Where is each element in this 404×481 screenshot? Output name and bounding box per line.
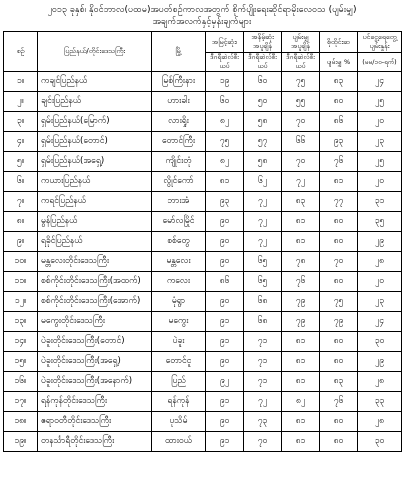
header-max-temp: အမြင့်ဆုံး၊ bbox=[206, 32, 244, 53]
cell-min-temp: ၇၂ bbox=[244, 212, 282, 232]
cell-evaporation: ၂၈ bbox=[358, 252, 402, 272]
cell-no: ၁၁။ bbox=[4, 272, 38, 292]
cell-town: ဟားခါး bbox=[152, 92, 206, 112]
header-region: ပြည်နယ်/တိုင်းဒေသကြီး bbox=[38, 32, 152, 72]
cell-region: ကရင်ပြည်နယ် bbox=[38, 192, 152, 212]
cell-avg-temp: ၈၁ bbox=[282, 412, 320, 432]
cell-no: ၈။ bbox=[4, 212, 38, 232]
cell-town: ဘားအံ bbox=[152, 192, 206, 212]
table-row bbox=[4, 412, 402, 432]
cell-humidity: ၈၀ bbox=[320, 212, 358, 232]
cell-humidity: ၈၀ bbox=[320, 412, 358, 432]
unit-evaporation: (မမ/၁၀-ရက်) bbox=[358, 53, 402, 72]
unit-max-temp: ဒီဂရီဆဲလ်စီးယပ် bbox=[206, 53, 244, 72]
cell-humidity: ၈၃ bbox=[320, 372, 358, 392]
table-row bbox=[4, 392, 402, 412]
table-row bbox=[4, 152, 402, 172]
cell-avg-temp: ၆၆ bbox=[282, 132, 320, 152]
cell-min-temp: ၅၈ bbox=[244, 112, 282, 132]
table-row bbox=[4, 172, 402, 192]
cell-evaporation: ၂၉ bbox=[358, 232, 402, 252]
cell-max-temp: ၈၂ bbox=[206, 112, 244, 132]
table-row bbox=[4, 212, 402, 232]
cell-max-temp: ၈၆ bbox=[206, 272, 244, 292]
cell-max-temp: ၆၀ bbox=[206, 92, 244, 112]
header-avg-temp: ပျမ်းမျှ အပူချိန် bbox=[282, 32, 320, 53]
cell-humidity: ၈၆ bbox=[320, 112, 358, 132]
cell-avg-temp: ၈၁ bbox=[282, 372, 320, 392]
header-town: မြို့ bbox=[152, 32, 206, 72]
cell-avg-temp: ၇၀ bbox=[282, 152, 320, 172]
cell-no: ၇။ bbox=[4, 192, 38, 212]
header-evaporation: ပင်ငွေ့ရေတွေ့ ပျမ်းနှုန်း bbox=[358, 32, 402, 53]
cell-max-temp: ၇၅ bbox=[206, 132, 244, 152]
cell-min-temp: ၆၈ bbox=[244, 292, 282, 312]
cell-avg-temp: ၇၉ bbox=[282, 312, 320, 332]
table-row bbox=[4, 72, 402, 92]
cell-avg-temp: ၈၂ bbox=[282, 392, 320, 412]
cell-no: ၁၄။ bbox=[4, 332, 38, 352]
cell-humidity: ၈၁ bbox=[320, 172, 358, 192]
cell-region: ပဲခူးတိုင်းဒေသကြီး(အရှေ့) bbox=[38, 352, 152, 372]
cell-region: ရခိုင်ပြည်နယ် bbox=[38, 232, 152, 252]
cell-humidity: ၈၀ bbox=[320, 232, 358, 252]
cell-avg-temp: ၇၅ bbox=[282, 72, 320, 92]
cell-humidity: ၇၅ bbox=[320, 292, 358, 312]
cell-avg-temp: ၈၁ bbox=[282, 232, 320, 252]
cell-max-temp: ၉၀ bbox=[206, 352, 244, 372]
table-row bbox=[4, 252, 402, 272]
cell-region: စစ်ကိုင်းတိုင်းဒေသကြီး(အောက်) bbox=[38, 292, 152, 312]
cell-town: မြစ်ကြီးနား bbox=[152, 72, 206, 92]
cell-humidity: ၈၀ bbox=[320, 332, 358, 352]
table-row bbox=[4, 352, 402, 372]
cell-humidity: ၇၆ bbox=[320, 392, 358, 412]
cell-evaporation: ၂၈ bbox=[358, 412, 402, 432]
cell-no: ၃။ bbox=[4, 112, 38, 132]
unit-humidity: ပျမ်းမျှ % bbox=[320, 53, 358, 72]
cell-evaporation: ၃၀ bbox=[358, 432, 402, 452]
cell-max-temp: ၉၃ bbox=[206, 192, 244, 212]
cell-avg-temp: ၈၁ bbox=[282, 432, 320, 452]
cell-evaporation: ၂၃ bbox=[358, 132, 402, 152]
table-row bbox=[4, 92, 402, 112]
cell-min-temp: ၆၀ bbox=[244, 72, 282, 92]
cell-no: ၂။ bbox=[4, 92, 38, 112]
table-row bbox=[4, 312, 402, 332]
cell-avg-temp: ၈၁ bbox=[282, 212, 320, 232]
header-humidity: စိုထိုင်းဆ bbox=[320, 32, 358, 53]
cell-region: ရှမ်းပြည်နယ်(တောင်) bbox=[38, 132, 152, 152]
cell-humidity: ၇၇ bbox=[320, 192, 358, 212]
cell-avg-temp: ၇၈ bbox=[282, 252, 320, 272]
cell-humidity: ၈၀ bbox=[320, 92, 358, 112]
cell-town: မကွေး bbox=[152, 312, 206, 332]
cell-humidity: ၇၉ bbox=[320, 312, 358, 332]
cell-avg-temp: ၇၉ bbox=[282, 292, 320, 312]
cell-humidity: ၇၆ bbox=[320, 152, 358, 172]
cell-town: မုံရွာ bbox=[152, 292, 206, 312]
cell-no: ၁၂။ bbox=[4, 292, 38, 312]
cell-region: မန္တလေးတိုင်းဒေသကြီး bbox=[38, 252, 152, 272]
weather-data-table bbox=[3, 31, 402, 452]
cell-max-temp: ၉၀ bbox=[206, 292, 244, 312]
cell-evaporation: ၂၀ bbox=[358, 112, 402, 132]
cell-humidity: ၈၃ bbox=[320, 72, 358, 92]
cell-evaporation: ၃၀ bbox=[358, 332, 402, 352]
cell-region: ကယားပြည်နယ် bbox=[38, 172, 152, 192]
cell-max-temp: ၉၀ bbox=[206, 252, 244, 272]
cell-min-temp: ၇၁ bbox=[244, 372, 282, 392]
cell-min-temp: ၇၁ bbox=[244, 332, 282, 352]
table-row bbox=[4, 332, 402, 352]
cell-max-temp: ၉၁ bbox=[206, 332, 244, 352]
unit-min-temp: ဒီဂရီဆဲလ်စီးယပ် bbox=[244, 53, 282, 72]
cell-no: ၄။ bbox=[4, 132, 38, 152]
table-row bbox=[4, 112, 402, 132]
cell-evaporation: ၃၁ bbox=[358, 192, 402, 212]
cell-region: ရှမ်းပြည်နယ်(အရှေ့) bbox=[38, 152, 152, 172]
cell-region: မွန်ပြည်နယ် bbox=[38, 212, 152, 232]
table-row bbox=[4, 272, 402, 292]
cell-max-temp: ၉၀ bbox=[206, 232, 244, 252]
cell-no: ၁၉။ bbox=[4, 432, 38, 452]
cell-town: စစ်တွေ bbox=[152, 232, 206, 252]
cell-town: တောင်ငူ bbox=[152, 352, 206, 372]
cell-region: ချင်းပြည်နယ် bbox=[38, 92, 152, 112]
cell-min-temp: ၇၂ bbox=[244, 192, 282, 212]
cell-humidity: ၈၀ bbox=[320, 272, 358, 292]
cell-town: မန္တလေး bbox=[152, 252, 206, 272]
cell-evaporation: ၂၅ bbox=[358, 152, 402, 172]
cell-evaporation: ၃၅ bbox=[358, 212, 402, 232]
table-row bbox=[4, 132, 402, 152]
cell-no: ၁၇။ bbox=[4, 392, 38, 412]
cell-town: ကျိုင်းတုံ bbox=[152, 152, 206, 172]
cell-region: ရန်ကုန်တိုင်းဒေသကြီး bbox=[38, 392, 152, 412]
cell-max-temp: ၉၀ bbox=[206, 212, 244, 232]
cell-region: မကွေးတိုင်းဒေသကြီး bbox=[38, 312, 152, 332]
document-title-line2: အချက်အလက်နှင့်မှန်းချက်များ bbox=[152, 17, 252, 27]
cell-max-temp: ၈၂ bbox=[206, 152, 244, 172]
cell-region: ကချင်ပြည်နယ် bbox=[38, 72, 152, 92]
cell-no: ၁၈။ bbox=[4, 412, 38, 432]
cell-min-temp: ၇၀ bbox=[244, 432, 282, 452]
cell-region: စစ်ကိုင်းတိုင်းဒေသကြီး(အထက်) bbox=[38, 272, 152, 292]
cell-avg-temp: ၈၃ bbox=[282, 192, 320, 212]
cell-max-temp: ၉၂ bbox=[206, 372, 244, 392]
cell-evaporation: ၂၈ bbox=[358, 372, 402, 392]
cell-evaporation: ၂၀ bbox=[358, 272, 402, 292]
cell-region: ပဲခူးတိုင်းဒေသကြီး(အနောက်) bbox=[38, 372, 152, 392]
cell-town: ပြည် bbox=[152, 372, 206, 392]
cell-max-temp: ၉၁ bbox=[206, 312, 244, 332]
table-body bbox=[4, 72, 402, 452]
cell-min-temp: ၆၂ bbox=[244, 172, 282, 192]
cell-min-temp: ၆၅ bbox=[244, 272, 282, 292]
cell-max-temp: ၉၀ bbox=[206, 412, 244, 432]
cell-evaporation: ၃၃ bbox=[358, 392, 402, 412]
cell-avg-temp: ၈၁ bbox=[282, 332, 320, 352]
table-row bbox=[4, 372, 402, 392]
cell-humidity: ၇၀ bbox=[320, 252, 358, 272]
cell-avg-temp: ၇၆ bbox=[282, 272, 320, 292]
cell-avg-temp: ၇၂ bbox=[282, 172, 320, 192]
cell-humidity: ၉၃ bbox=[320, 132, 358, 152]
cell-town: ထားဝယ် bbox=[152, 432, 206, 452]
cell-min-temp: ၅၇ bbox=[244, 132, 282, 152]
cell-no: ၆။ bbox=[4, 172, 38, 192]
cell-no: ၁။ bbox=[4, 72, 38, 92]
header-no: စဉ် bbox=[4, 32, 38, 72]
header-min-temp: အနိမ့်ဆုံး အပူချိန် bbox=[244, 32, 282, 53]
cell-evaporation: ၂၀ bbox=[358, 172, 402, 192]
cell-max-temp: ၈၁ bbox=[206, 172, 244, 192]
cell-min-temp: ၇၃ bbox=[244, 412, 282, 432]
cell-evaporation: ၂၄ bbox=[358, 312, 402, 332]
cell-town: မော်လမြိုင် bbox=[152, 212, 206, 232]
cell-max-temp: ၁၉ bbox=[206, 72, 244, 92]
cell-min-temp: ၇၁ bbox=[244, 352, 282, 372]
unit-avg-temp: ဒီဂရီဆဲလ်စီးယပ် bbox=[282, 53, 320, 72]
cell-min-temp: ၆၈ bbox=[244, 312, 282, 332]
cell-min-temp: ၅၀ bbox=[244, 92, 282, 112]
cell-avg-temp: ၈၁ bbox=[282, 352, 320, 372]
cell-no: ၉။ bbox=[4, 232, 38, 252]
cell-town: ပုသိမ် bbox=[152, 412, 206, 432]
cell-region: ဧရာဝတီတိုင်းဒေသကြီး bbox=[38, 412, 152, 432]
document-title-line1: ၂၀၁၃ ခုနှစ်၊ နိုဝင်ဘာလ(ပထမ)အပတ်စဉ်ကာလအတွက် စိုက်ပျိုးရေးဆိုင်ရာမိုးလေဝသ (ပျမ်းမျှ) bbox=[47, 5, 357, 15]
cell-town: လွိုင်ကော် bbox=[152, 172, 206, 192]
cell-town: ရန်ကုန် bbox=[152, 392, 206, 412]
cell-no: ၅။ bbox=[4, 152, 38, 172]
cell-evaporation: ၂၅ bbox=[358, 92, 402, 112]
cell-region: ပဲခူးတိုင်းဒေသကြီး(တောင်) bbox=[38, 332, 152, 352]
cell-town: ကလေး bbox=[152, 272, 206, 292]
cell-region: တနင်္သာရီတိုင်းဒေသကြီး bbox=[38, 432, 152, 452]
cell-max-temp: ၉၁ bbox=[206, 432, 244, 452]
cell-town: ပဲခူး bbox=[152, 332, 206, 352]
table-row bbox=[4, 292, 402, 312]
cell-no: ၁၆။ bbox=[4, 372, 38, 392]
cell-min-temp: ၇၂ bbox=[244, 232, 282, 252]
cell-no: ၁၃။ bbox=[4, 312, 38, 332]
cell-humidity: ၈၀ bbox=[320, 432, 358, 452]
cell-min-temp: ၆၅ bbox=[244, 252, 282, 272]
cell-town: တောင်ကြီး bbox=[152, 132, 206, 152]
cell-no: ၁၀။ bbox=[4, 252, 38, 272]
cell-no: ၁၅။ bbox=[4, 352, 38, 372]
table-row bbox=[4, 432, 402, 452]
cell-region: ရှမ်းပြည်နယ်(မြောက်) bbox=[38, 112, 152, 132]
cell-humidity: ၈၀ bbox=[320, 352, 358, 372]
cell-evaporation: ၂၄ bbox=[358, 72, 402, 92]
table-row bbox=[4, 192, 402, 212]
table-row bbox=[4, 232, 402, 252]
cell-town: လားရှိုး bbox=[152, 112, 206, 132]
cell-evaporation: ၂၃ bbox=[358, 292, 402, 312]
cell-evaporation: ၂၉ bbox=[358, 352, 402, 372]
cell-max-temp: ၉၁ bbox=[206, 392, 244, 412]
cell-avg-temp: ၅၅ bbox=[282, 92, 320, 112]
cell-min-temp: ၇၂ bbox=[244, 392, 282, 412]
cell-min-temp: ၅၈ bbox=[244, 152, 282, 172]
cell-avg-temp: ၇၀ bbox=[282, 112, 320, 132]
table-header-row bbox=[4, 32, 402, 53]
